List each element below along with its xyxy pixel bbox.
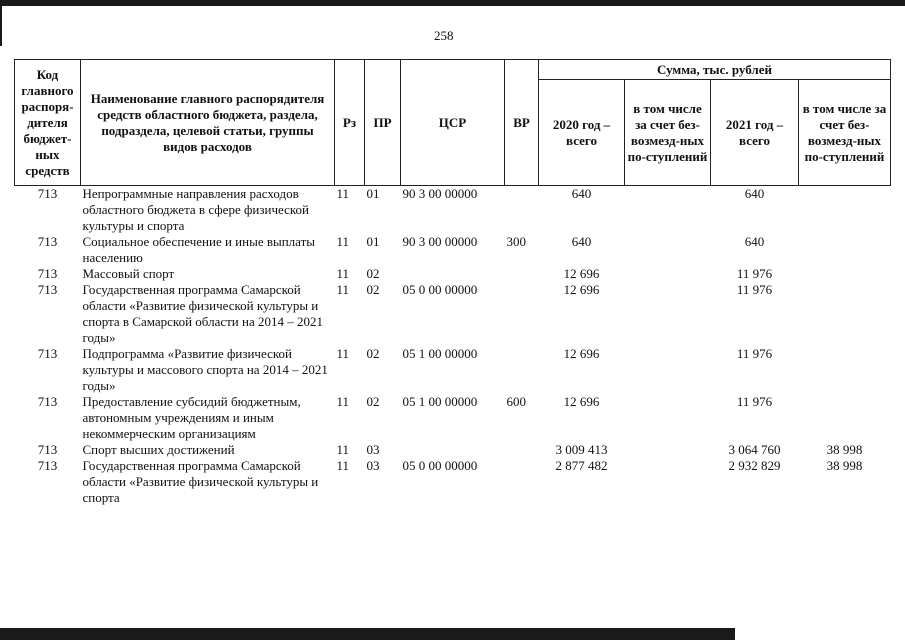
row-2021-incl — [799, 186, 891, 235]
header-2020-total: 2020 год – всего — [539, 80, 625, 186]
row-2021-incl — [799, 282, 891, 346]
header-rz: Рз — [335, 60, 365, 186]
row-pr: 01 — [366, 234, 380, 249]
table-row — [15, 458, 891, 506]
row-2021-total: 2 932 829 — [728, 458, 781, 473]
bottom-border — [0, 628, 735, 640]
page-number: 258 — [434, 28, 454, 43]
row-2020-total: 12 696 — [563, 394, 600, 409]
row-2020-incl — [625, 234, 711, 266]
row-csr — [401, 442, 505, 458]
row-code: 713 — [37, 442, 58, 457]
table-row — [15, 394, 891, 442]
row-code: 713 — [37, 186, 58, 201]
row-rz: 11 — [336, 234, 350, 249]
row-2020-total: 640 — [571, 186, 592, 201]
row-2021-incl: 38 998 — [826, 458, 863, 473]
table-row — [15, 346, 891, 394]
row-2021-total: 11 976 — [736, 394, 773, 409]
row-pr: 02 — [366, 282, 380, 297]
row-2021-total: 3 064 760 — [728, 442, 781, 457]
row-vr: 300 — [506, 234, 526, 249]
row-2021-total: 11 976 — [736, 346, 773, 361]
row-rz: 11 — [336, 346, 350, 361]
row-2020-incl — [625, 394, 711, 442]
table-row — [15, 234, 891, 266]
row-2021-total: 11 976 — [736, 266, 773, 281]
row-2021-total: 11 976 — [736, 282, 773, 297]
row-2021-incl — [799, 266, 891, 282]
row-2021-incl: 38 998 — [826, 442, 863, 457]
header-vr: ВР — [505, 60, 539, 186]
row-code: 713 — [37, 346, 58, 361]
row-name: Государственная программа Самарской области «Развитие физической культуры и спорта — [82, 458, 319, 505]
row-2020-total: 12 696 — [563, 346, 600, 361]
row-2020-incl — [625, 186, 711, 235]
row-pr: 02 — [366, 346, 380, 361]
row-2020-total: 3 009 413 — [555, 442, 608, 457]
row-2021-total: 640 — [744, 186, 765, 201]
row-2020-incl — [625, 458, 711, 506]
row-csr: 90 3 00 00000 — [402, 234, 478, 249]
row-name: Социальное обеспечение и иные выплаты населению — [82, 234, 316, 265]
row-rz: 11 — [336, 394, 350, 409]
row-pr: 02 — [366, 394, 380, 409]
row-2020-total: 640 — [571, 234, 592, 249]
row-vr — [505, 186, 539, 235]
row-name: Подпрограмма «Развитие физической культуры и массового спорта на 2014 – 2021 годы» — [82, 346, 328, 393]
row-name: Спорт высших достижений — [82, 442, 235, 457]
table-row — [15, 186, 891, 235]
row-pr: 02 — [366, 266, 380, 281]
header-pr: ПР — [365, 60, 401, 186]
header-2021-total: 2021 год – всего — [711, 80, 799, 186]
row-csr: 05 1 00 00000 — [402, 394, 478, 409]
top-border — [0, 0, 905, 6]
table-row — [15, 442, 891, 458]
row-rz: 11 — [336, 186, 350, 201]
row-csr: 05 0 00 00000 — [402, 282, 478, 297]
row-rz: 11 — [336, 458, 350, 473]
row-pr: 01 — [366, 186, 380, 201]
header-2021-incl: в том числе за счет без-возмезд-ных по-ступлений — [799, 80, 891, 186]
row-2020-total: 12 696 — [563, 266, 600, 281]
row-name: Предоставление субсидий бюджетным, автономным учреждениям и иным некоммерческим организациям — [82, 394, 301, 441]
row-csr: 05 0 00 00000 — [402, 458, 478, 473]
row-2020-incl — [625, 346, 711, 394]
row-pr: 03 — [366, 458, 380, 473]
row-vr — [505, 266, 539, 282]
row-2021-incl — [799, 346, 891, 394]
row-csr: 05 1 00 00000 — [402, 346, 478, 361]
row-2020-total: 2 877 482 — [555, 458, 608, 473]
row-rz: 11 — [336, 266, 350, 281]
left-edge — [0, 6, 2, 46]
row-code: 713 — [37, 394, 58, 409]
row-name: Массовый спорт — [82, 266, 175, 281]
header-name: Наименование главного распорядителя средств областного бюджета, раздела, подраздела, целевой статьи, группы видов расходов — [81, 60, 335, 186]
budget-table — [14, 59, 891, 506]
row-rz: 11 — [336, 282, 350, 297]
row-code: 713 — [37, 282, 58, 297]
header-2020-incl: в том числе за счет без-возмезд-ных по-ступлений — [625, 80, 711, 186]
table-row — [15, 282, 891, 346]
row-vr — [505, 346, 539, 394]
row-2021-total: 640 — [744, 234, 765, 249]
row-2020-incl — [625, 442, 711, 458]
row-pr: 03 — [366, 442, 380, 457]
row-csr — [401, 266, 505, 282]
row-vr — [505, 282, 539, 346]
row-code: 713 — [37, 234, 58, 249]
header-code: Код главного распоря-дителя бюджет-ных средств — [15, 60, 81, 186]
row-name: Непрограммные направления расходов областного бюджета в сфере физической культуры и спорта — [82, 186, 309, 233]
row-name: Государственная программа Самарской области «Развитие физической культуры и спорта в Самарской области на 2014 – 2021 годы» — [82, 282, 323, 345]
row-2020-incl — [625, 282, 711, 346]
row-rz: 11 — [336, 442, 350, 457]
row-vr — [505, 458, 539, 506]
row-2021-incl — [799, 394, 891, 442]
header-sum: Сумма, тыс. рублей — [539, 60, 891, 80]
row-code: 713 — [37, 458, 58, 473]
row-csr: 90 3 00 00000 — [402, 186, 478, 201]
row-2020-total: 12 696 — [563, 282, 600, 297]
row-2020-incl — [625, 266, 711, 282]
header-csr: ЦСР — [401, 60, 505, 186]
row-2021-incl — [799, 234, 891, 266]
row-vr: 600 — [506, 394, 526, 409]
table-row — [15, 266, 891, 282]
row-vr — [505, 442, 539, 458]
row-code: 713 — [37, 266, 58, 281]
